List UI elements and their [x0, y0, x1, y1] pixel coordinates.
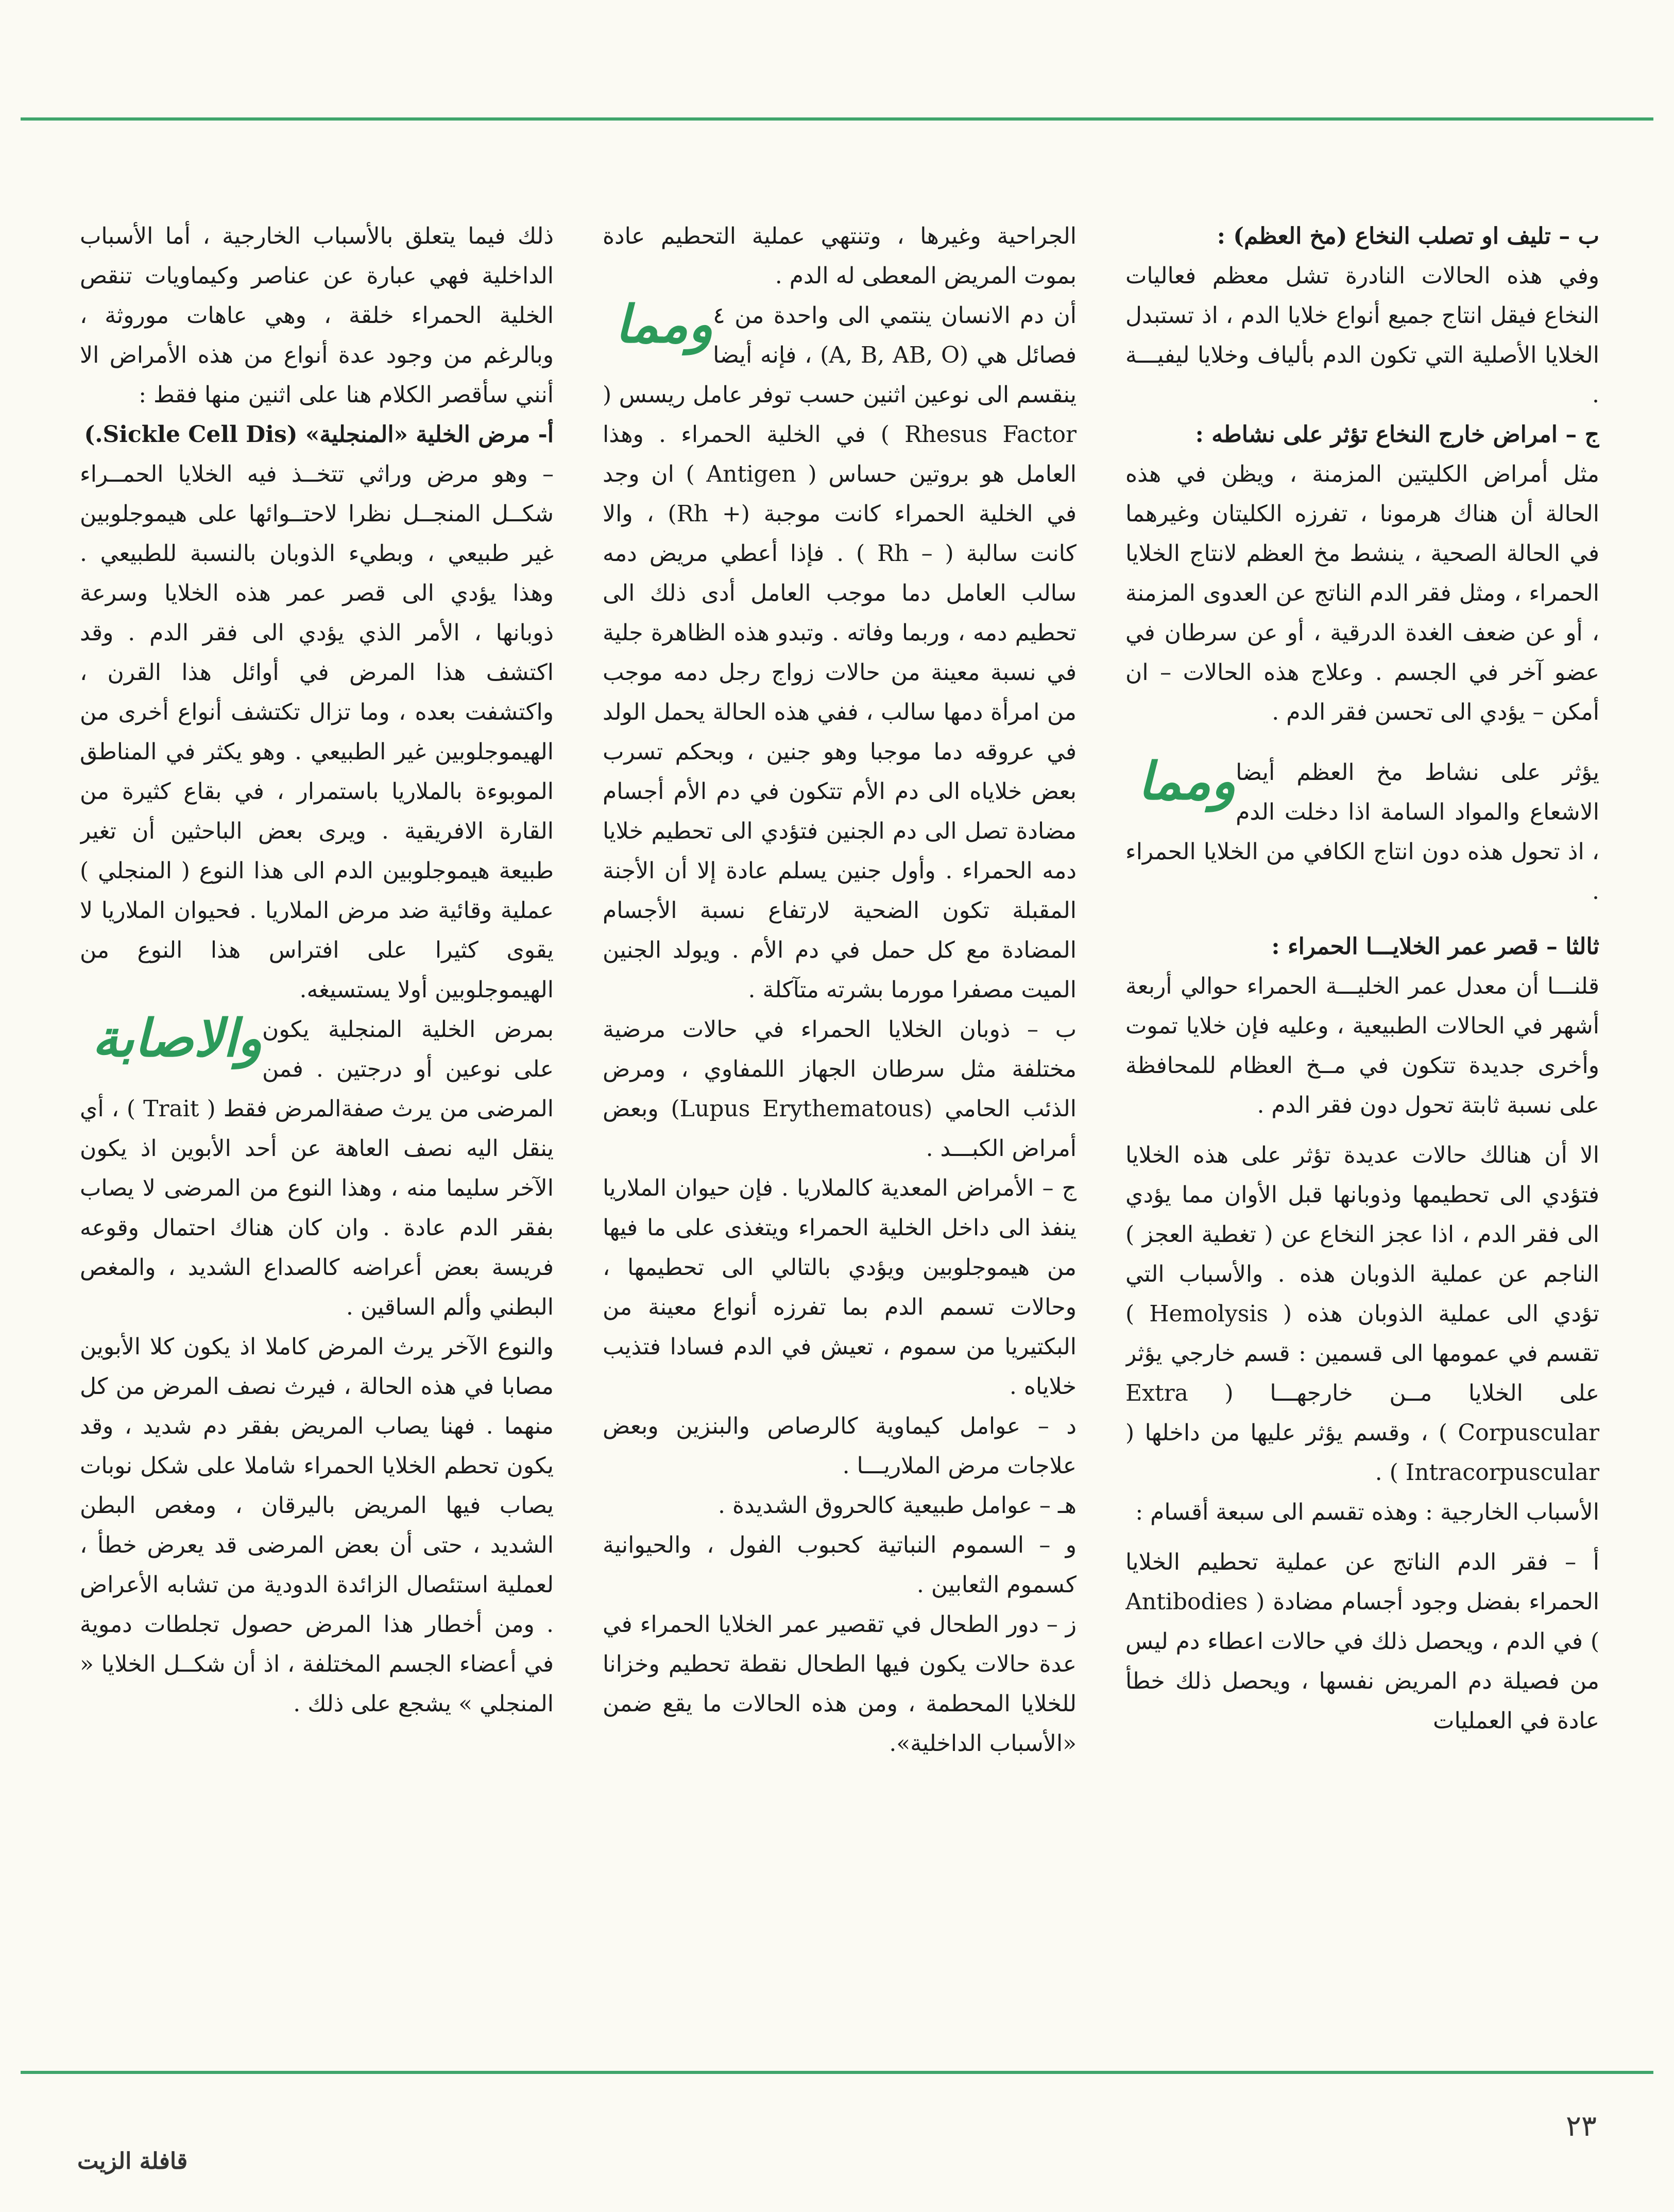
paragraph: ب – ذوبان الخلايا الحمراء في حالات مرضية مختلفة مثل سرطان الجهاز اللمفاوي ، ومرض الذئب الحامي (Lupus Erythematous) وبعض أمراض الكبـــد .: [603, 1016, 1077, 1162]
paragraph: ج – الأمراض المعدية كالملاريا . فإن حيوان الملاريا ينفذ الى داخل الخلية الحمراء ويتغذى على ما فيها من هيموجلوبين ويؤدي بالتالي الى تحطيمها ، وحالات تسمم الدم بما تفرزه أنواع معينة من البكتيريا من سموم ، تعيش في الدم فسادا فتذيب خلاياه .: [603, 1175, 1077, 1400]
paragraph: الا أن هنالك حالات عديدة تؤثر على هذه الخلايا فتؤدي الى تحطيمها وذوبانها قبل الأوان مما يؤدي الى فقر الدم ، اذا عجز النخاع عن ( تغطية العجز ) الناجم عن عملية الذوبان هذه . والأسباب التي تؤدي الى عملية الذوبان هذه ( Hemolysis ) تقسم في عمومها الى قسمين : قسم خارجي يؤثر على الخلايا مــن خارجهـــا ( Extra Corpuscular ) ، وقسم يؤثر عليها من داخلها ( Intracorpuscular ) .: [1125, 1142, 1599, 1486]
top-rule: [21, 117, 1653, 121]
paragraph: ز – دور الطحال في تقصير عمر الخلايا الحمراء في عدة حالات يكون فيها الطحال نقطة تحطيم وخزانا للخلايا المحطمة ، ومن هذه الحالات ما يقع ضمن «الأسباب الداخلية».: [603, 1611, 1077, 1757]
paragraph: – وهو مرض وراثي تتخــذ فيه الخلايا الحمــراء شكــل المنجــل نظرا لاحتــوائها على هيموجلوبين غير طبيعي ، وبطيء الذوبان بالنسبة للطبيعي . وهذا يؤدي الى قصر عمر هذه الخلايا وسرعة ذوبانها ، الأمر الذي يؤدي الى فقر الدم . وقد اكتشف هذا المرض في أوائل هذا القرن ، واكتشفت بعده ، وما تزال تكتشف أنواع أخرى من الهيموجلوبين غير الطبيعي . وهو يكثر في المناطق الموبوءة بالملاريا باستمرار ، في بقاع كثيرة من القارة الافريقية . ويرى بعض الباحثين أن تغير طبيعة هيموجلوبين الدم الى هذا النوع ( المنجلي ) عملية وقائية ضد مرض الملاريا . فحيوان الملاريا لا يقوى كثيرا على افتراس هذا النوع من الهيموجلوبين أولا يستسيغه.: [80, 461, 554, 1003]
paragraph: قلنـــا أن معدل عمر الخليـــة الحمراء حوالي أربعة أشهر في الحالات الطبيعية ، وعليه فإن خلايا تموت وأخرى جديدة تتكون في مــخ العظام للمحافظة على نسبة ثابتة تحول دون فقر الدم .: [1125, 973, 1599, 1118]
paragraph: مثل أمراض الكليتين المزمنة ، ويظن في هذه الحالة أن هناك هرمونا ، تفرزه الكليتان وغيرهما في الحالة الصحية ، ينشط مخ العظم لانتاج الخلايا الحمراء ، ومثل فقر الدم الناتج عن العدوى المزمنة ، أو عن ضعف الغدة الدرقية ، أو عن سرطان في عضو آخر في الجسم . وعلاج هذه الحالات – ان أمكن – يؤدي الى تحسن فقر الدم .: [1125, 461, 1599, 725]
decorative-word: ومما: [1138, 751, 1236, 811]
bottom-rule: [21, 2071, 1653, 2074]
paragraph: [80, 1010, 554, 1327]
paragraph: الجراحية وغيرها ، وتنتهي عملية التحطيم عادة بموت المريض المعطى له الدم .: [603, 223, 1077, 289]
section-heading: ب – تليف او تصلب النخاع (مخ العظم) :: [1217, 223, 1599, 249]
column-right: [1125, 216, 1599, 2040]
paragraph: هـ – عوامل طبيعية كالحروق الشديدة .: [718, 1492, 1077, 1519]
decorative-word: والاصابة: [92, 1008, 262, 1068]
paragraph: ذلك فيما يتعلق بالأسباب الخارجية ، أما الأسباب الداخلية فهي عبارة عن عناصر وكيماويات تنقص الخلية الحمراء خلقة ، وهي عاهات موروثة ، وبالرغم من وجود عدة أنواع من هذه الأمراض الا أنني سأقصر الكلام هنا على اثنين منها فقط :: [80, 223, 554, 408]
paragraph-text: أن دم الانسان ينتمي الى واحدة من ٤ فصائل هي (A, B, AB, O) ، فإنه أيضا ينقسم الى نوعين اثنين حسب توفر عامل ريسس ( Rhesus Factor ) في الخلية الحمراء . وهذا العامل هو بروتين حساس ( Antigen ) ان وجد في الخلية الحمراء كانت موجبة (+ Rh) ، والا كانت سالبة ( – Rh ) . فإذا أعطي مريض دمه سالب العامل دما موجب العامل أدى ذلك الى تحطيم دمه ، وربما وفاته . وتبدو هذه الظاهرة جلية في نسبة معينة من حالات زواج رجل دمه موجب من امرأة دمها سالب ، ففي هذه الحالة يحمل الولد في عروقه دما موجبا وهو جنين ، وبحكم تسرب بعض خلاياه الى دم الأم تتكون في دم الأم أجسام مضادة تصل الى دم الجنين فتؤدي الى تحطيم خلايا دمه الحمراء . وأول جنين يسلم عادة إلا أن الأجنة المقبلة تكون الضحية لارتفاع نسبة الأجسام المضادة مع كل حمل في دم الأم . ويولد الجنين الميت مصفرا مورما بشرته متآكلة .: [603, 302, 1077, 1003]
paragraph: والنوع الآخر يرث المرض كاملا اذ يكون كلا الأبوين مصابا في هذه الحالة ، فيرث نصف المرض من كل منهما . فهنا يصاب المريض بفقر دم شديد ، وقد يكون تحطم الخلايا الحمراء شاملا على شكل نوبات يصاب فيها المريض باليرقان ، ومغص البطن الشديد ، حتى أن بعض المرضى قد يعرض خطأ ، لعملية استئصال الزائدة الدودية من تشابه الأعراض . ومن أخطار هذا المرض حصول تجلطات دموية في أعضاء الجسم المختلفة ، اذ أن شكــل الخلايا « المنجلي » يشجع على ذلك .: [80, 1334, 554, 1717]
section-heading: ثالثا – قصر عمر الخلايـــا الحمراء :: [1271, 933, 1599, 960]
column-left: [80, 216, 554, 2040]
paragraph: [1125, 753, 1599, 911]
paragraph: و – السموم النباتية كحبوب الفول ، والحيوانية كسموم الثعابين .: [603, 1532, 1077, 1598]
paragraph-text: بمرض الخلية المنجلية يكون على نوعين أو درجتين . فمن المرضى من يرث صفةالمرض فقط ( Trait ) ، أي ينقل اليه نصف العاهة عن أحد الأبوين اذ يكون الآخر سليما منه ، وهذا النوع من المرضى لا يصاب بفقر الدم عادة . وان كان هناك احتمال وقوعه فريسة بعض أعراضه كالصداع الشديد ، والمغص البطني وألم الساقين .: [80, 1016, 554, 1320]
column-middle: [603, 216, 1077, 2040]
magazine-name: قافلة الزيت: [77, 2148, 188, 2174]
paragraph: الأسباب الخارجية : وهذه تقسم الى سبعة أقسام :: [1135, 1499, 1599, 1525]
section-heading: ج – امراض خارج النخاع تؤثر على نشاطه :: [1195, 421, 1599, 448]
decorative-word: ومما: [615, 294, 713, 354]
page-number: ٢٣: [1565, 2109, 1597, 2143]
paragraph: [603, 296, 1077, 1010]
paragraph: أ – فقر الدم الناتج عن عملية تحطيم الخلايا الحمراء بفضل وجود أجسام مضادة ( Antibodies ) في الدم ، ويحصل ذلك في حالات اعطاء دم ليس من فصيلة دم المريض نفسها ، ويحصل ذلك خطأ عادة في العمليات: [1125, 1549, 1599, 1734]
section-heading: أ- مرض الخلية «المنجلية» (Sickle Cell Dis.): [84, 421, 554, 448]
paragraph: د – عوامل كيماوية كالرصاص والبنزين وبعض علاجات مرض الملاريـــا .: [603, 1413, 1077, 1479]
paragraph: وفي هذه الحالات النادرة تشل معظم فعاليات النخاع فيقل انتاج جميع أنواع خلايا الدم ، اذ تستبدل الخلايا الأصلية التي تكون الدم بألياف وخلايا ليفيـــة .: [1125, 263, 1599, 408]
paragraph-text: يؤثر على نشاط مخ العظم أيضا الاشعاع والمواد السامة اذا دخلت الدم ، اذ تحول هذه دون انتاج الكافي من الخلايا الحمراء .: [1125, 759, 1599, 905]
